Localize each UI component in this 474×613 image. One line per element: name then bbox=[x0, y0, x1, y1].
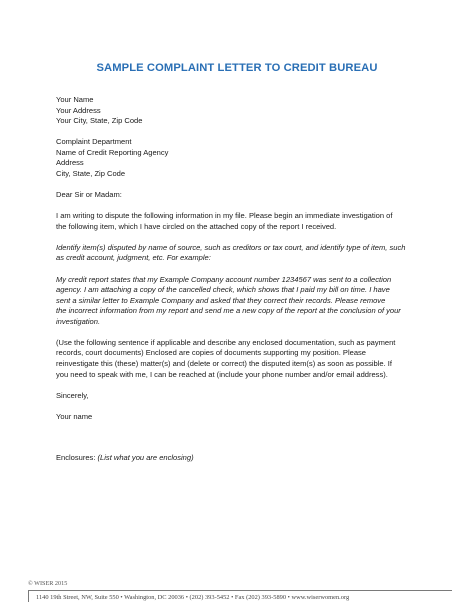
document-title: SAMPLE COMPLAINT LETTER TO CREDIT BUREAU bbox=[96, 62, 378, 74]
footer-divider bbox=[28, 590, 452, 591]
paragraph-line: Identify item(s) disputed by name of source, such as creditors or tax court, and identify type of item, such bbox=[56, 242, 406, 252]
signature bbox=[56, 412, 428, 423]
sender-street: Your Address bbox=[56, 105, 101, 115]
recipient-department: Complaint Department bbox=[56, 137, 132, 147]
sender-name: Your Name bbox=[56, 95, 94, 104]
paragraph-line: agency. I am attaching a copy of the cancelled check, which shows that I paid my bill on time. I have bbox=[56, 285, 390, 295]
footer-divider-tick bbox=[28, 590, 29, 602]
enclosures-text: (List what you are enclosing) bbox=[97, 453, 194, 462]
paragraph-line: reinvestigate this (these) matter(s) and (delete or correct) the disputed item(s) as soon as possible. If bbox=[56, 358, 392, 368]
sender-city: Your City, State, Zip Code bbox=[56, 116, 143, 126]
paragraph-line: My credit report states that my Example Company account number 1234567 was sent to a collection bbox=[56, 274, 392, 284]
closing-text: Sincerely, bbox=[56, 390, 89, 400]
salutation bbox=[56, 190, 428, 201]
enclosures-label: Enclosures: bbox=[56, 453, 98, 462]
paragraph-line: I am writing to dispute the following information in my file. Please begin an immediate investigation of bbox=[56, 211, 393, 221]
paragraph-line: sent a similar letter to Example Company and asked that they correct their records. Please remove bbox=[56, 295, 386, 305]
recipient-agency: Name of Credit Reporting Agency bbox=[56, 147, 169, 157]
copyright-notice: © WISER 2015 bbox=[28, 580, 68, 587]
paragraph-line: the incorrect information from my report and send me a new copy of the report at the conclusion of your bbox=[56, 306, 401, 316]
paragraph-line: as credit account, judgment, etc. For example: bbox=[56, 253, 211, 263]
paragraph-line: investigation. bbox=[56, 316, 101, 326]
recipient-city: City, State, Zip Code bbox=[56, 168, 126, 178]
sender-address bbox=[56, 95, 428, 127]
paragraph-line: (Use the following sentence if applicable and describe any enclosed documentation, such as payment bbox=[56, 337, 396, 347]
footer-address: 1140 19th Street, NW, Suite 550 • Washington, DC 20036 • (202) 393-5452 • Fax (202) 393-5890 • www.wiserwomen.org bbox=[36, 594, 350, 601]
recipient-address bbox=[56, 137, 428, 179]
signature-name: Your name bbox=[56, 411, 93, 421]
salutation-text: Dear Sir or Madam: bbox=[56, 190, 122, 200]
recipient-street: Address bbox=[56, 158, 84, 168]
paragraph-enclosed bbox=[56, 338, 428, 380]
paragraph-dispute bbox=[56, 211, 428, 232]
letter-body bbox=[56, 95, 428, 422]
enclosures-line bbox=[56, 453, 194, 464]
paragraph-example bbox=[56, 275, 428, 328]
closing bbox=[56, 391, 428, 402]
paragraph-line: the following item, which I have circled on the attached copy of the report I received. bbox=[56, 221, 337, 231]
paragraph-instructions bbox=[56, 243, 428, 264]
paragraph-line: you need to speak with me, I can be reached at (include your phone number and/or email address). bbox=[56, 369, 388, 379]
paragraph-line: records, court documents) Enclosed are copies of documents supporting my position. Please bbox=[56, 348, 367, 358]
